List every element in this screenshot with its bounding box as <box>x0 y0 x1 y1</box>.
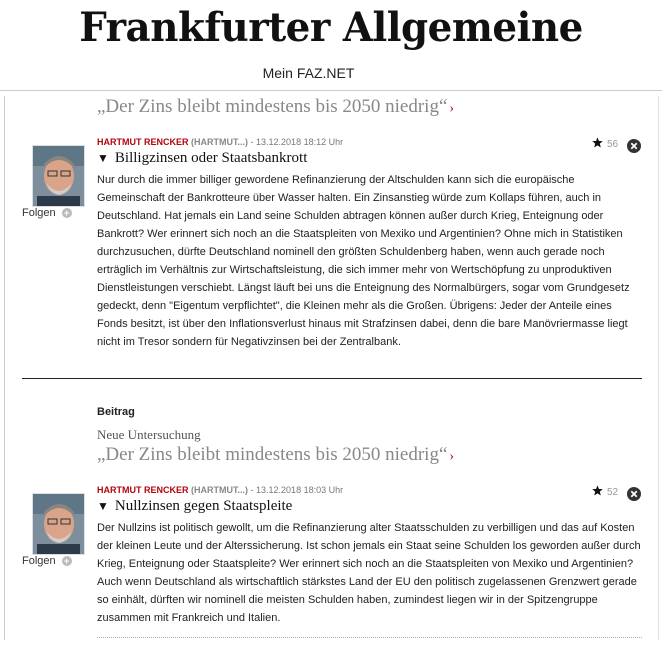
section-label: Beitrag <box>97 406 135 418</box>
comment-handle: (HARTMUT...) <box>191 485 249 495</box>
chevron-right-icon: › <box>449 449 455 464</box>
comment-timestamp: - 13.12.2018 18:12 Uhr <box>250 137 344 147</box>
star-icon[interactable] <box>592 485 603 499</box>
avatar[interactable] <box>32 493 85 555</box>
follow-button[interactable] <box>22 207 72 219</box>
triangle-down-icon[interactable]: ▼ <box>97 151 109 165</box>
site-header <box>0 0 662 96</box>
comment-meta <box>97 485 343 495</box>
header-divider <box>0 90 662 91</box>
follow-label: Folgen <box>22 207 56 219</box>
comment-body: Der Nullzins ist politisch gewollt, um die Refinanzierung alter Staatsschulden zu verbilligen und das auf Kosten der kleinen Leute und der Alterssicherung. Ist schon jemals ein Staat seine Schulden los geworden außer durch Krieg, Enteignung oder Staatspleite? Wer erinnert sich noch an die Staatspleiten von Mexiko und Argentinien?Auch wenn Deutschland als wirtschaftlich stärkstes Land der EU den politisch zugelassenen Grenzwert gerade so einhält, dürften wir nominell die meisten Schulden haben, zumindest liegen wir in der Spitzengruppe zusammen mit Frankreich und Italien. <box>97 522 641 625</box>
article-title-link[interactable] <box>97 444 454 466</box>
divider <box>22 378 642 379</box>
right-border <box>658 96 659 640</box>
comment-author[interactable]: HARTMUT RENCKER <box>97 485 189 495</box>
avatar[interactable] <box>32 145 85 207</box>
triangle-down-icon[interactable]: ▼ <box>97 499 109 513</box>
close-icon[interactable] <box>627 487 641 501</box>
rating[interactable] <box>592 485 618 499</box>
rating[interactable] <box>592 137 618 151</box>
article-title[interactable]: „Der Zins bleibt mindestens bis 2050 niedrig“ <box>97 444 448 465</box>
comment-handle: (HARTMUT...) <box>191 137 249 147</box>
article-title-link[interactable] <box>97 96 454 118</box>
chevron-right-icon: › <box>449 101 455 116</box>
article-kicker: Neue Untersuchung <box>97 427 201 442</box>
divider <box>97 637 642 638</box>
rating-count: 52 <box>607 486 619 498</box>
comment-body: Nur durch die immer billiger gewordene Refinanzierung der Altschulden kann sich die europäische Gemeinschaft der Bankrotteure über Wasser halten. Ein Zinsanstieg würde zum Kollaps führen, auch in Deutschland. Hat jemals ein Land seine Schulden abtragen können außer durch Krieg, Enteignung oder Bankrott? Wer erinnert sich noch an die Staatspleiten von Mexiko und Argentinien? Ohne mich in Statistiken durchzusuchen, dürfte Deutschland nominell den größten Schuldenberg haben, wenn auch gerade noch erträglich im Verhältnis zur Wirtschaftsleistung, die sich immer mehr von Wertschöpfung zu unproduktiven Dienstleistungen verschiebt. Längst läuft bei uns die Enteignung des Normalbürgers, sogar vom Grundgesetz gedeckt, denn "Eigentum verpflichtet", die Kleinen mehr als die Großen. Übrigens: Jeder der Anteile eines Fonds besitzt, ist über den Inflationsverlust hinaus mit Strafzinsen dabei, denn die bare Manövriermasse liegt nicht im Tresor sondern für Negativzinsen bei der Zentralbank. <box>97 174 630 349</box>
star-icon[interactable] <box>592 137 603 151</box>
close-icon[interactable] <box>627 139 641 153</box>
article-title[interactable]: „Der Zins bleibt mindestens bis 2050 niedrig“ <box>97 96 448 117</box>
plus-icon: + <box>62 556 72 566</box>
plus-icon: + <box>62 208 72 218</box>
rating-count: 56 <box>607 138 619 150</box>
site-subtitle[interactable]: Mein FAZ.NET <box>262 65 355 81</box>
comment-title-text: Billigzinsen oder Staatsbankrott <box>114 150 308 166</box>
follow-button[interactable] <box>22 555 72 567</box>
comment-timestamp: - 13.12.2018 18:03 Uhr <box>250 485 344 495</box>
follow-label: Folgen <box>22 555 56 567</box>
faz-logo[interactable]: Frankfurter Allgemeine <box>79 4 583 51</box>
comment-meta <box>97 137 343 147</box>
comment-title-text: Nullzinsen gegen Staatspleite <box>114 498 293 514</box>
left-border <box>4 96 5 640</box>
comment-author[interactable]: HARTMUT RENCKER <box>97 137 189 147</box>
comment-title[interactable] <box>97 498 292 515</box>
comment-title[interactable] <box>97 150 307 167</box>
